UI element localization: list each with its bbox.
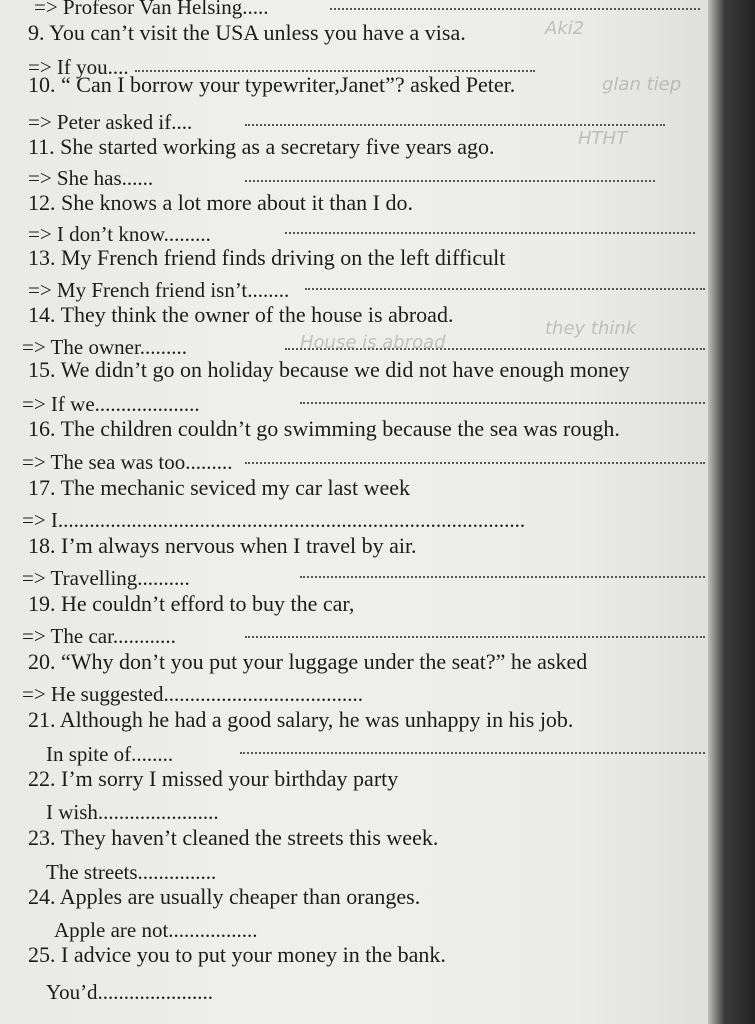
answer-dots-8 [330,8,700,10]
answer-dots-10 [245,124,665,126]
handwritten-note: House is abroad [300,332,446,353]
answer-dots-15 [300,402,705,404]
question-11: 11. She started working as a secretary five years ago. [28,134,495,159]
handwritten-note: glan tiep [602,74,682,95]
answer-line-8: => Profesor Van Helsing..... [34,0,269,19]
answer-line-23: The streets............... [46,860,217,884]
question-19: 19. He couldn’t efford to buy the car, [28,591,355,616]
answer-line-17: => I......................................................................................... [22,508,526,532]
answer-dots-18 [300,576,705,578]
answer-line-10: => Peter asked if.... [28,110,193,134]
answer-dots-19 [245,636,705,638]
question-10: 10. “ Can I borrow your typewriter,Janet”? asked Peter. [28,72,516,97]
answer-line-20: => He suggested...................................... [22,682,363,706]
answer-line-11: => She has...... [28,166,154,190]
answer-dots-12 [285,232,695,234]
handwritten-note: Aki2 [545,18,585,39]
answer-dots-14 [285,348,705,350]
question-21: 21. Although he had a good salary, he was unhappy in his job. [28,707,574,732]
page-edge-shadow [708,0,755,1024]
question-12: 12. She knows a lot more about it than I do. [28,190,413,215]
answer-line-19: => The car............ [22,624,176,648]
question-16: 16. The children couldn’t go swimming because the sea was rough. [28,416,620,441]
question-13: 13. My French friend finds driving on the left difficult [28,245,506,270]
question-17: 17. The mechanic seviced my car last week [28,475,410,500]
question-14: 14. They think the owner of the house is abroad. [28,302,454,327]
answer-line-9: => If you.... [28,55,129,79]
answer-dots-13 [305,288,705,290]
question-23: 23. They haven’t cleaned the streets this week. [28,825,439,850]
question-22: 22. I’m sorry I missed your birthday party [28,766,399,791]
answer-line-21: In spite of........ [46,742,174,766]
answer-line-25: You’d...................... [46,980,214,1004]
handwritten-note: HTHT [578,128,628,149]
question-20: 20. “Why don’t you put your luggage under the seat?” he asked [28,649,588,674]
answer-dots-21 [240,752,705,754]
answer-line-22: I wish....................... [46,800,219,824]
question-25: 25. I advice you to put your money in the bank. [28,942,446,967]
answer-dots-16 [245,462,705,464]
answer-line-16: => The sea was too......... [22,450,233,474]
answer-line-18: => Travelling.......... [22,566,190,590]
question-24: 24. Apples are usually cheaper than oranges. [28,884,421,909]
handwritten-note: they think [545,318,637,339]
answer-line-14: => The owner......... [22,335,188,359]
answer-dots-11 [245,180,655,182]
answer-line-12: => I don’t know......... [28,222,211,246]
question-15: 15. We didn’t go on holiday because we did not have enough money [28,357,630,382]
answer-line-15: => If we.................... [22,392,200,416]
question-9: 9. You can’t visit the USA unless you have a visa. [28,20,466,45]
answer-line-24: Apple are not................. [54,918,258,942]
answer-line-13: => My French friend isn’t........ [28,278,290,302]
question-18: 18. I’m always nervous when I travel by air. [28,533,417,558]
